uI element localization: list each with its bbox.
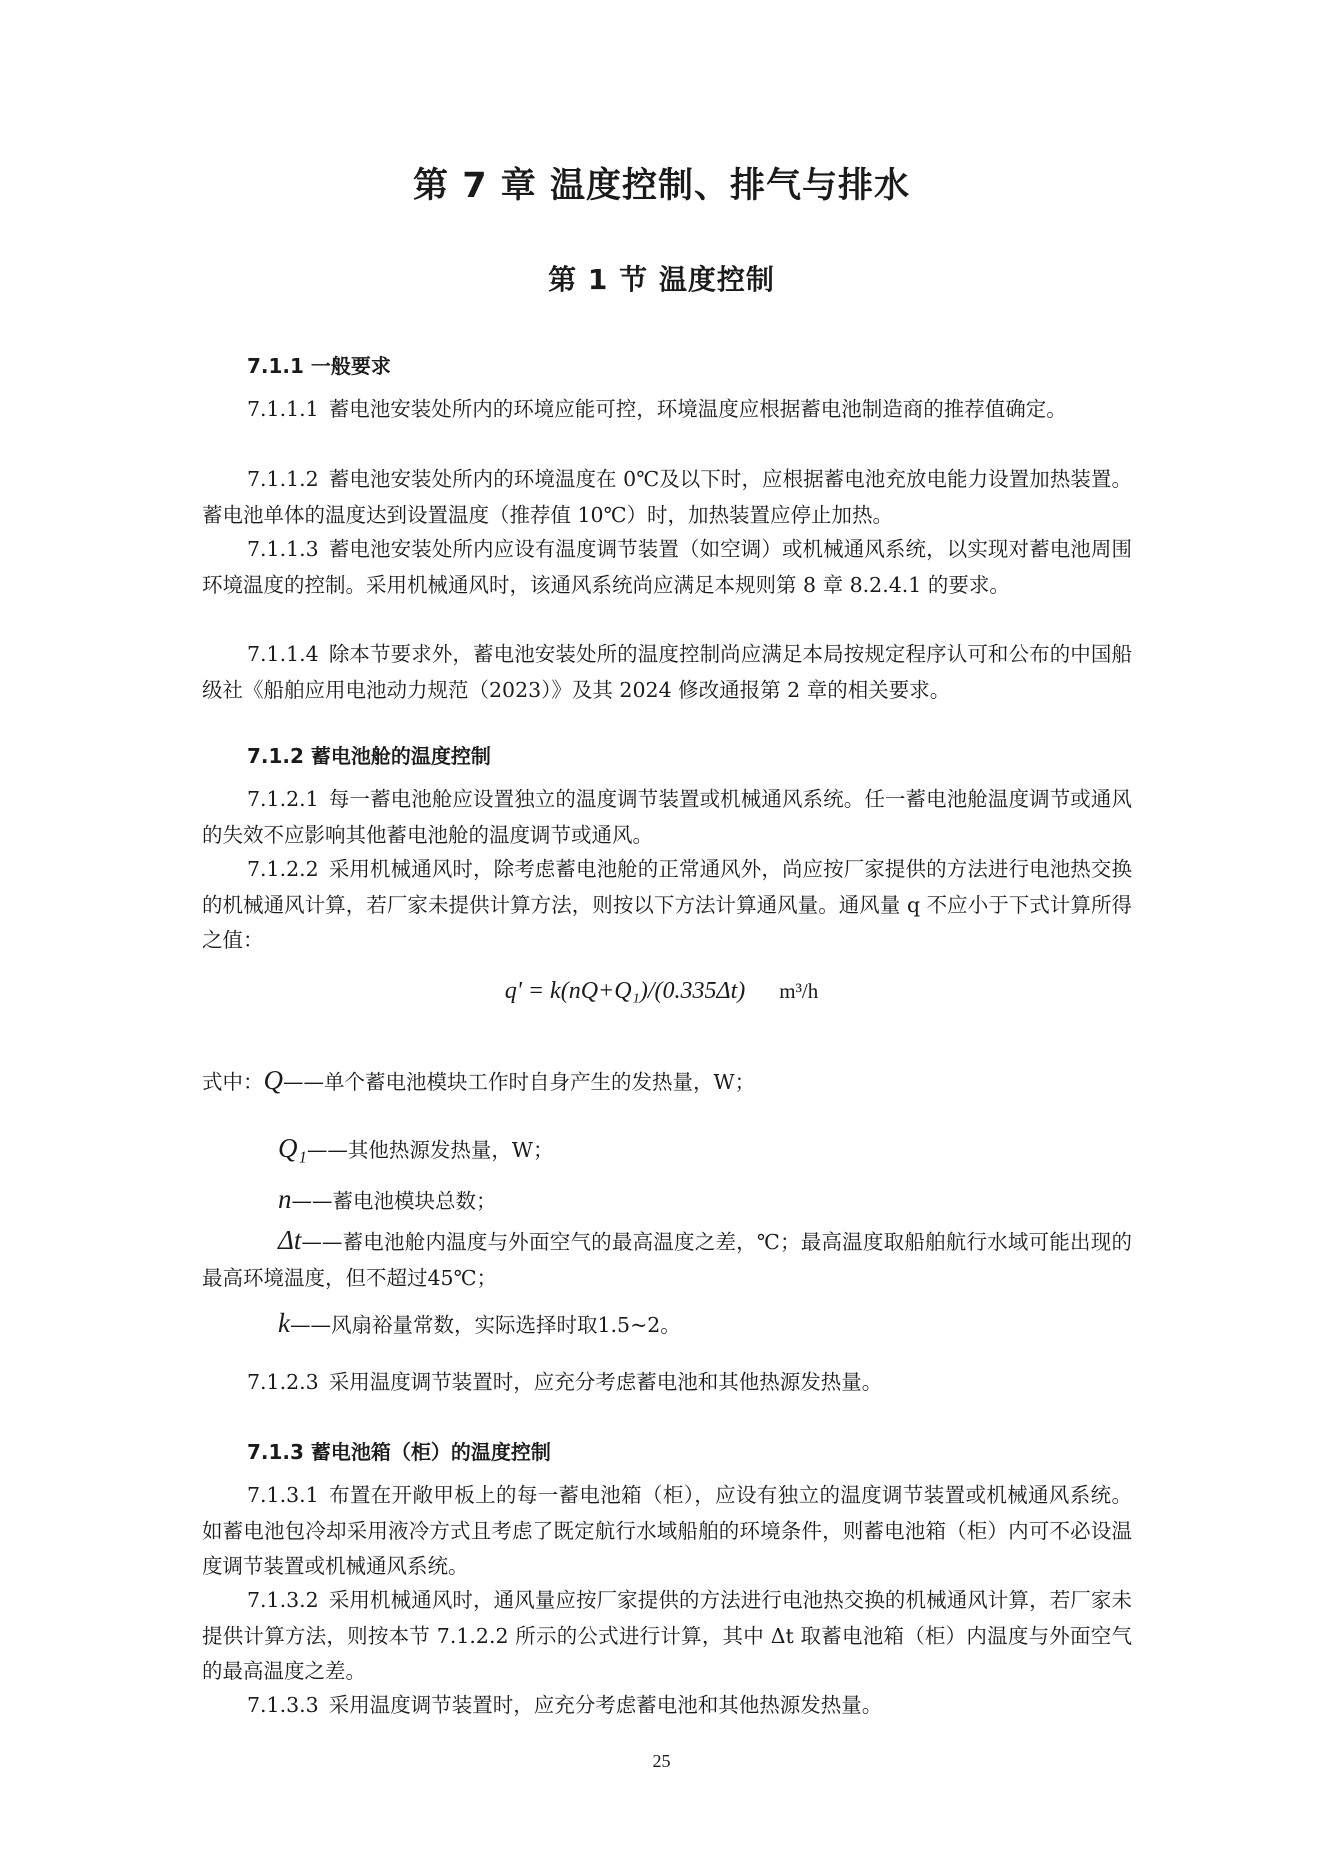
clause-number: 7.1.2.1	[247, 787, 319, 811]
clause-text: 每一蓄电池舱应设置独立的温度调节装置或机械通风系统。任一蓄电池舱温度调节或通风的失效不应影响其他蓄电池舱的温度调节或通风。	[202, 787, 1132, 847]
paragraph-7-1-1-1	[202, 392, 1132, 428]
clause-text: 蓄电池安装处所内应设有温度调节装置（如空调）或机械通风系统，以实现对蓄电池周围环境温度的控制。采用机械通风时，该通风系统尚应满足本规则第 8 章 8.2.4.1 的要求。	[202, 537, 1132, 597]
definition-q1	[278, 1131, 553, 1169]
paragraph-7-1-2-2	[202, 852, 1132, 959]
formula-expression: q' = k(nQ+Q₁)/(0.335Δt)	[504, 978, 746, 1004]
clause-text: 采用温度调节装置时，应充分考虑蓄电池和其他热源发热量。	[328, 1693, 883, 1717]
symbol: Q₁	[278, 1133, 307, 1163]
definition-text: ——单个蓄电池模块工作时自身产生的发热量，W；	[283, 1070, 756, 1094]
symbol: Δt	[278, 1225, 302, 1255]
paragraph-7-1-3-2	[202, 1583, 1132, 1690]
paragraph-7-1-3-3	[202, 1688, 1132, 1724]
definition-text: ——蓄电池模块总数；	[291, 1189, 497, 1213]
paragraph-7-1-1-3	[202, 532, 1132, 603]
section-title: 第 1 节 温度控制	[548, 263, 775, 296]
clause-text: 蓄电池安装处所内的环境应能可控，环境温度应根据蓄电池制造商的推荐值确定。	[328, 397, 1067, 421]
clause-text: 采用机械通风时，通风量应按厂家提供的方法进行电池热交换的机械通风计算，若厂家未提供计算方法，则按本节 7.1.2.2 所示的公式进行计算，其中 Δt 取蓄电池箱（柜）内温度与外面空气的最高温度之差。	[202, 1588, 1132, 1683]
where-label: 式中：	[202, 1070, 264, 1094]
clause-number: 7.1.3.1	[247, 1483, 319, 1507]
definition-text: ——蓄电池舱内温度与外面空气的最高温度之差，℃；最高温度取船舶航行水域可能出现的最高环境温度，但不超过45℃；	[202, 1230, 1132, 1290]
clause-number: 7.1.2.3	[247, 1370, 319, 1394]
clause-text: 布置在开敞甲板上的每一蓄电池箱（柜），应设有独立的温度调节装置或机械通风系统。如蓄电池包冷却采用液冷方式且考虑了既定航行水域船舶的环境条件，则蓄电池箱（柜）内可不必设温度调节装置或机械通风系统。	[202, 1483, 1132, 1578]
definition-delta-t	[202, 1223, 1132, 1296]
clause-number: 7.1.1.1	[247, 397, 319, 421]
clause-number: 7.1.1.3	[247, 537, 319, 561]
ventilation-formula	[0, 978, 1323, 1005]
clause-number: 7.1.2.2	[247, 857, 319, 881]
symbol: n	[278, 1184, 292, 1214]
clause-text: 蓄电池安装处所内的环境温度在 0℃及以下时，应根据蓄电池充放电能力设置加热装置。蓄电池单体的温度达到设置温度（推荐值 10℃）时，加热装置应停止加热。	[202, 467, 1132, 527]
symbol: Q	[263, 1065, 283, 1095]
definition-text: ——风扇裕量常数，实际选择时取1.5~2。	[289, 1313, 681, 1337]
clause-text: 除本节要求外，蓄电池安装处所的温度控制尚应满足本局按规定程序认可和公布的中国船级社《船舶应用电池动力规范（2023）》及其 2024 修改通报第 2 章的相关要求。	[202, 642, 1132, 702]
paragraph-7-1-3-1	[202, 1478, 1132, 1585]
clause-text: 采用温度调节装置时，应充分考虑蓄电池和其他热源发热量。	[328, 1370, 883, 1394]
clause-number: 7.1.3.3	[247, 1693, 319, 1717]
heading-7-1-2: 7.1.2 蓄电池舱的温度控制	[247, 744, 491, 768]
definition-k	[278, 1306, 681, 1344]
clause-number: 7.1.3.2	[247, 1588, 319, 1612]
definition-text: ——其他热源发热量，W；	[306, 1138, 554, 1162]
paragraph-7-1-2-3	[202, 1365, 1132, 1401]
page-number: 25	[652, 1751, 671, 1771]
paragraph-7-1-1-4	[202, 637, 1132, 708]
definition-n	[278, 1182, 497, 1220]
symbol: k	[278, 1308, 290, 1338]
chapter-title: 第 7 章 温度控制、排气与排水	[413, 166, 910, 206]
definition-q	[202, 1063, 755, 1101]
formula-unit: m³/h	[779, 979, 819, 1003]
clause-text: 采用机械通风时，除考虑蓄电池舱的正常通风外，尚应按厂家提供的方法进行电池热交换的机械通风计算，若厂家未提供计算方法，则按以下方法计算通风量。通风量 q 不应小于下式计算所得之值：	[202, 857, 1132, 952]
paragraph-7-1-2-1	[202, 782, 1132, 853]
heading-7-1-3: 7.1.3 蓄电池箱（柜）的温度控制	[247, 1440, 551, 1464]
heading-7-1-1: 7.1.1 一般要求	[247, 354, 391, 378]
clause-number: 7.1.1.2	[247, 467, 319, 491]
paragraph-7-1-1-2	[202, 462, 1132, 533]
clause-number: 7.1.1.4	[247, 642, 319, 666]
